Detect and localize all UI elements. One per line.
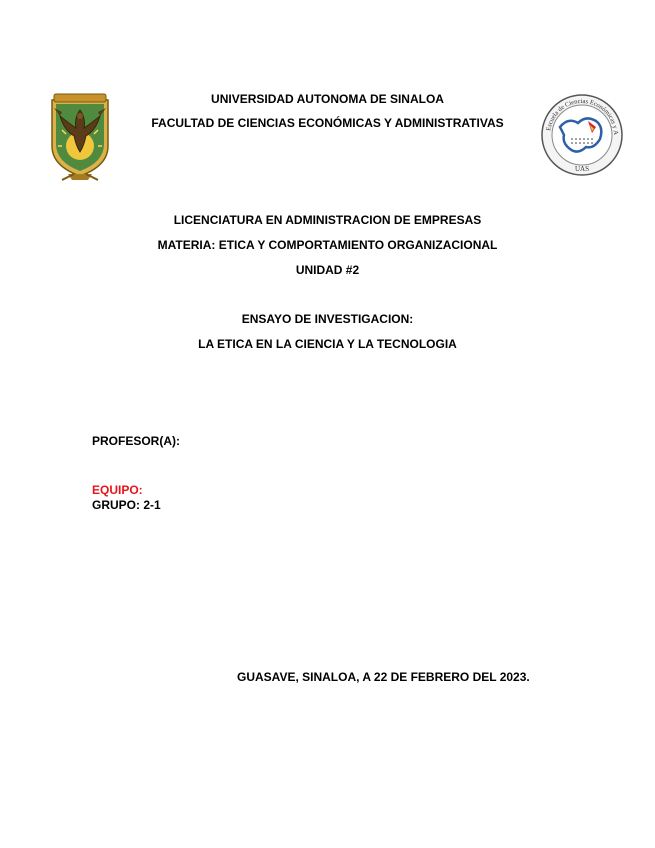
essay-title: LA ETICA EN LA CIENCIA Y LA TECNOLOGIA xyxy=(198,337,457,351)
subject-name: MATERIA: ETICA Y COMPORTAMIENTO ORGANIZACIONAL xyxy=(157,238,498,252)
essay-type: ENSAYO DE INVESTIGACION: xyxy=(241,312,414,326)
professor-label: PROFESOR(A): xyxy=(92,434,180,448)
unit-label: UNIDAD #2 xyxy=(295,263,360,277)
svg-text:Escuela de Ciencias Económicas: Escuela de Ciencias Económicas y A xyxy=(545,97,620,136)
team-label: EQUIPO: xyxy=(92,483,143,497)
place-date: GUASAVE, SINALOA, A 22 DE FEBRERO DEL 2023. xyxy=(237,670,530,684)
university-name: UNIVERSIDAD AUTONOMA DE SINALOA xyxy=(211,92,444,106)
svg-text:UAS: UAS xyxy=(574,165,590,173)
group-label: GRUPO: 2-1 xyxy=(92,498,161,512)
faculty-name: FACULTAD DE CIENCIAS ECONÓMICAS Y ADMINISTRATIVAS xyxy=(151,116,504,130)
degree-name: LICENCIATURA EN ADMINISTRACION DE EMPRESAS xyxy=(173,213,482,227)
